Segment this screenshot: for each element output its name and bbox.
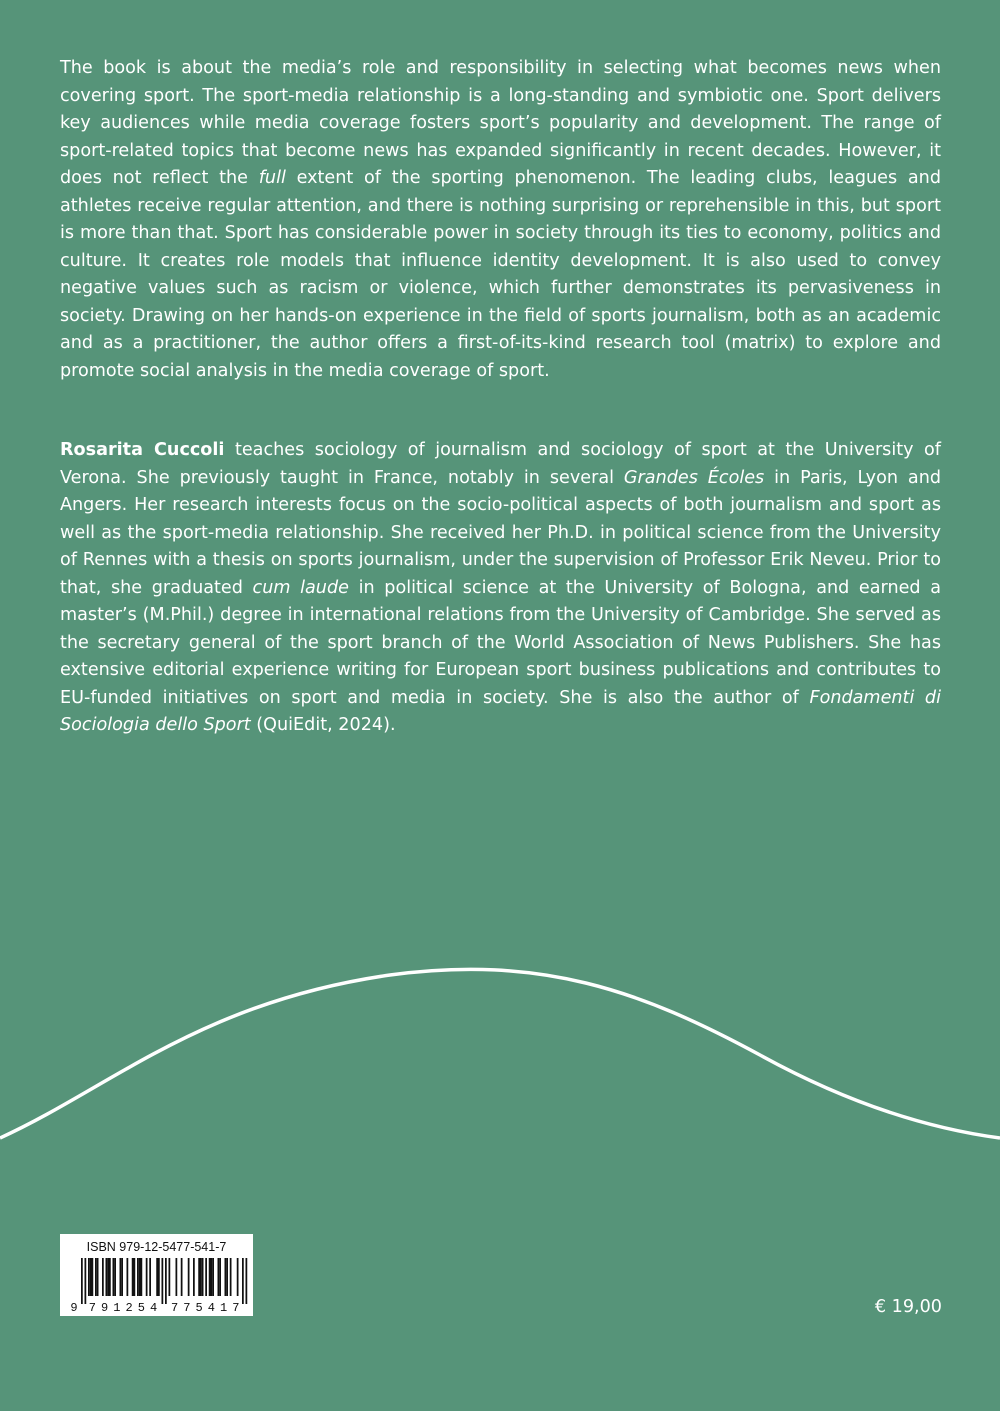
barcode-bar [97,1258,99,1296]
barcode-digit: 9 [70,1301,78,1314]
barcode-bar [212,1258,214,1296]
barcode-digit: 5 [195,1301,203,1314]
barcode-digit: 7 [232,1301,240,1314]
barcode-bar [137,1258,139,1296]
book-title-reference: Fondamenti di Sociologia dello Sport [60,687,941,735]
emphasis-cum-laude: cum laude [252,577,349,598]
barcode-digit: 7 [88,1301,96,1314]
barcode-bar [156,1258,158,1296]
barcode-bar [149,1258,151,1296]
barcode-bar [188,1258,190,1296]
barcode-bar [165,1258,167,1304]
barcode-digit: 7 [183,1301,191,1314]
barcode-bar [120,1258,122,1296]
barcode-bar [226,1258,228,1296]
isbn-number: ISBN 979-12-5477-541-7 [86,1240,227,1254]
barcode-bar [230,1258,232,1296]
barcode-bar [218,1258,220,1296]
barcode-bar [106,1258,108,1296]
barcode-label [60,1234,253,1316]
barcode-bar [132,1258,134,1296]
author-name: Rosarita Cuccoli [60,440,225,460]
barcode-digit: 7 [171,1301,179,1314]
decorative-curve [0,960,1000,1160]
barcode-bar [146,1258,148,1296]
barcode-bar [158,1258,160,1296]
barcode-digit: 5 [137,1301,145,1314]
barcode-bar [107,1258,109,1296]
barcode-bar [193,1258,195,1296]
emphasis-full: full [258,168,286,188]
barcode-bar [139,1258,141,1296]
barcode-bar [211,1258,213,1296]
author-bio [60,437,941,740]
barcode-bar [90,1258,92,1296]
barcode-bar [198,1258,200,1296]
barcode-bar [200,1258,202,1296]
barcode-bar [85,1258,87,1304]
barcode-bar [242,1258,244,1304]
barcode-bar [169,1258,171,1296]
book-description [60,55,941,385]
price-label: € 19,00 [874,1297,942,1317]
barcode-bar [219,1258,221,1296]
barcode-bar [237,1258,239,1296]
barcode-bar [81,1258,83,1304]
barcode-bar [209,1258,211,1296]
barcode-bar [246,1258,248,1304]
barcode-bar [102,1258,104,1296]
ean-barcode [69,1258,249,1314]
barcode-bar [109,1258,111,1296]
barcode-bar [92,1258,94,1296]
barcode-bar [114,1258,116,1296]
description-paragraph: The book is about the media’s role and responsibility in selecting what becomes news when covering sport. The sport-media relationship is a long-standing and symbiotic one. Sport delivers key audiences while media coverage fosters sport’s popularity and development. The range of sport-related topics that become news has expanded significantly in recent decades. However, it does not reflect the full extent of the sporting phenomenon. The leading clubs, leagues and athletes receive regular attention, and there is nothing surprising or reprehensible in this, but sport is more than that. Sport has considerable power in society through its ties to economy, politics and culture. It creates role models that influence identity development. It is also used to convey negative values such as racism or violence, which further demonstrates its pervasiveness in society. Drawing on her hands-on experience in the field of sports journalism, both as an academic and as a practitioner, the author offers a first-of-its-kind research tool (matrix) to explore and promote social analysis in the media coverage of sport. [60,58,941,381]
barcode-digit: 4 [207,1301,215,1314]
bio-paragraph: Rosarita Cuccoli teaches sociology of journalism and sociology of sport at the University of Verona. She previously taught in France, notably in several Grandes Écoles in Paris, Lyon and Angers. Her research interests focus on the socio-political aspects of both journalism and sport as well as the sport-media relationship. She received her Ph.D. in political science from the University of Rennes with a thesis on sports journalism, under the supervision of Professor Erik Neveu. Prior to that, she graduated cum laude in political science at the University of Bologna, and earned a master’s (M.Phil.) degree in international relations from the University of Cambridge. She served as the secretary general of the sport branch of the World Association of News Publishers. She has extensive editorial experience writing for European sport business publications and contributes to EU-funded initiatives on sport and media in society. She is also the author of Fondamenti di Sociologia dello Sport (QuiEdit, 2024). [60,440,942,735]
barcode-bar [205,1258,207,1296]
barcode-bar [127,1258,129,1296]
barcode-digit: 1 [113,1301,121,1314]
barcode-bar [134,1258,136,1296]
barcode-digit: 2 [125,1301,133,1314]
barcode-digit: 4 [150,1301,158,1314]
barcode-bar [141,1258,143,1296]
barcode-bar [162,1258,164,1304]
barcode-bar [121,1258,123,1296]
barcode-bar [181,1258,183,1296]
barcode-bar [202,1258,204,1296]
barcode-bar [225,1258,227,1296]
barcode-bar [88,1258,90,1296]
barcode-digit: 1 [220,1301,228,1314]
barcode-digit: 9 [101,1301,109,1314]
emphasis-grandes-ecoles: Grandes Écoles [623,467,765,488]
barcode-bar [113,1258,115,1296]
barcode-bar [176,1258,178,1296]
barcode-bar [95,1258,97,1296]
